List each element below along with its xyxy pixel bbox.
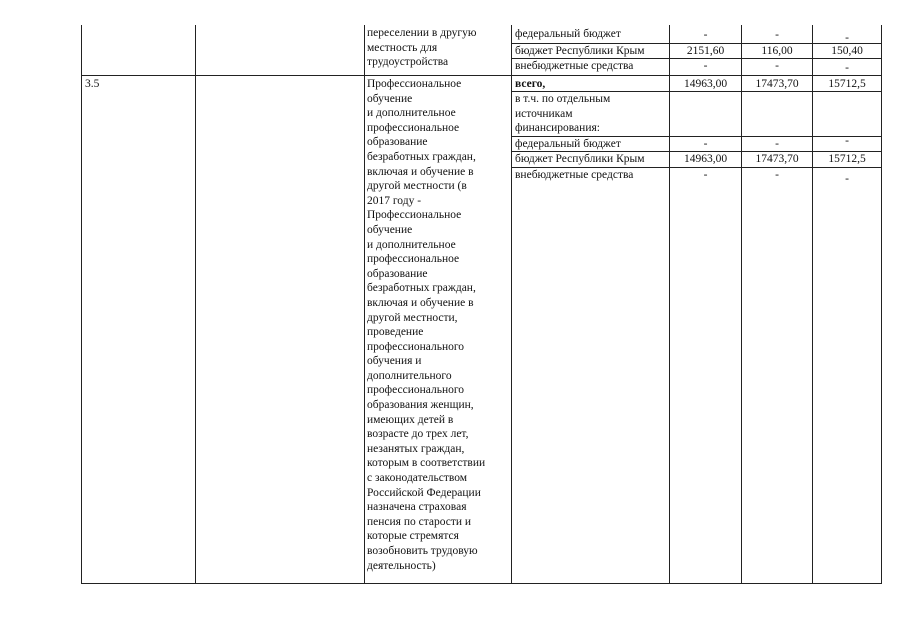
source-label: бюджет Республики Крым — [515, 45, 645, 57]
value-cell: 150,40 — [831, 45, 863, 57]
table-border-bottom — [81, 583, 882, 584]
value-cell: - — [845, 32, 849, 44]
value-cell: - — [775, 29, 779, 41]
value-cell: 17473,70 — [755, 153, 799, 165]
value-cell: - — [703, 169, 708, 181]
value-cell: - — [703, 60, 708, 72]
total-label: всего, — [515, 78, 546, 90]
source-label: бюджет Республики Крым — [515, 153, 645, 165]
col-divider — [195, 25, 196, 584]
value-cell: - — [845, 62, 849, 74]
value-cell: 116,00 — [761, 45, 793, 57]
value-cell: - — [845, 173, 849, 185]
table-border-right — [881, 25, 882, 584]
value-cell: - — [703, 29, 708, 41]
col-divider — [812, 25, 813, 584]
value-cell: 14963,00 — [683, 153, 728, 165]
row-number: 3.5 — [85, 78, 100, 90]
value-cell: 15712,5 — [828, 153, 866, 165]
row-line — [81, 75, 882, 76]
value-cell: - — [775, 138, 779, 150]
value-cell: 2151,60 — [686, 45, 725, 57]
col-divider — [511, 25, 512, 584]
value-cell: - — [703, 138, 708, 150]
value-cell: - — [845, 135, 849, 147]
total-value: 14963,00 — [683, 78, 728, 90]
table-border-left — [81, 25, 82, 584]
source-label: внебюджетные средства — [515, 60, 634, 72]
sources-subheader: в т.ч. по отдельным источникам финансирования: — [515, 93, 611, 135]
col-divider — [364, 25, 365, 584]
col-divider — [669, 25, 670, 584]
source-label: федеральный бюджет — [515, 138, 621, 150]
measure-text-prev: переселении в другую местность для трудоустройства — [367, 27, 477, 69]
total-value: 15712,5 — [828, 78, 866, 90]
value-cell: - — [775, 60, 779, 72]
total-value: 17473,70 — [755, 78, 799, 90]
measure-text: Профессиональное обучение и дополнительное профессиональное образование безработных граждан, включая и обучение в другой местности (в 2017 году - Профессиональное обучение и дополнительное профессиональное образование безработных граждан, включая и обучение в другой местности, проведение профессионального обучения и дополнительного профессионального образования женщин, имеющих детей в возрасте до трех лет, незанятых граждан, которым в соответствии с законодательством Российской Федерации назначена страховая пенсия по старости и которые стремятся возобновить трудовую деятельность) — [367, 78, 486, 572]
source-label: федеральный бюджет — [515, 28, 621, 40]
value-cell: - — [775, 169, 779, 181]
col-divider — [741, 25, 742, 584]
source-label: внебюджетные средства — [515, 169, 634, 181]
